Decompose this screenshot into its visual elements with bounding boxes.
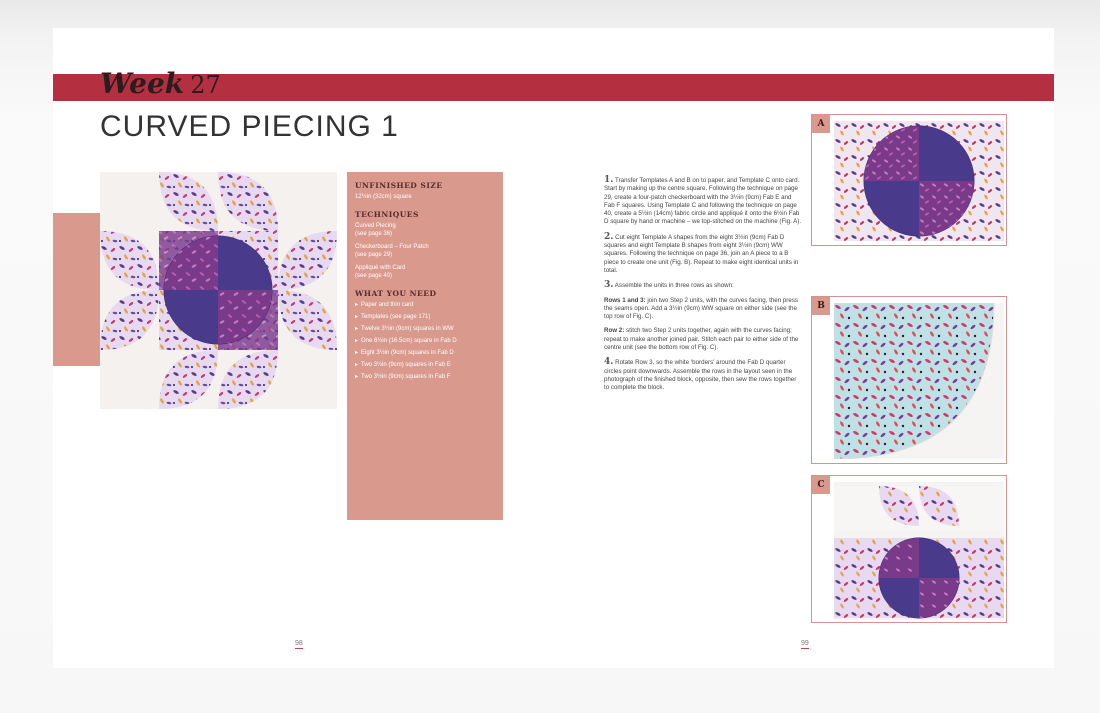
technique-ref: (see page 40): [355, 273, 393, 279]
technique-ref: (see page 29): [355, 252, 393, 258]
materials-sidebar: [347, 172, 503, 520]
step-3-row-2: [604, 327, 802, 352]
quilt-block-illustration: [100, 172, 337, 409]
page-number-right: 99: [801, 640, 809, 647]
step-text: Assemble the units in three rows as shown:: [614, 282, 734, 290]
step-text: Rotate Row 3, so the white ‘borders’ around the Fab D quarter circles point downwards. Assemble the rows in the layout seen in the photograph of the finished block, opposite, then sew the rows together to complete the block.: [604, 359, 797, 392]
row-text: join two Step 2 units, with the curves facing, then press the seams open. Add a 3½in (9cm) WW square on either side (see the top row of Fig. C).: [604, 296, 798, 321]
row-label: Rows 1 and 3:: [604, 296, 646, 304]
figure-a: [811, 114, 1007, 246]
supply-item: ▸ One 6½in (16.5cm) square in Fab D: [355, 337, 495, 345]
supply-item: ▸ Two 3½in (9cm) squares in Fab E: [355, 361, 495, 369]
figure-b-image: [834, 303, 1004, 459]
supply-item: ▸ Templates (see page 171): [355, 313, 495, 321]
unfinished-size-heading: UNFINISHED SIZE: [355, 181, 443, 190]
technique-item: [355, 243, 495, 259]
technique-name: Checkerboard – Four Patch: [355, 244, 429, 250]
step-number: 4.: [604, 357, 614, 368]
instructions-column: [604, 176, 802, 399]
decorative-tab: [53, 213, 100, 366]
figure-c-label: C: [812, 476, 830, 494]
technique-item: [355, 222, 495, 238]
supply-item: ▸ Paper and thin card: [355, 301, 495, 309]
unfinished-size-value: 12½in (32cm) square: [355, 194, 412, 200]
week-number: 27: [190, 71, 221, 99]
figure-a-label: A: [812, 115, 830, 133]
step-4: [604, 358, 802, 392]
technique-ref: (see page 36): [355, 231, 393, 237]
figure-b: [811, 296, 1007, 464]
step-number: 2.: [604, 231, 614, 242]
figure-a-image: [834, 121, 1004, 241]
supply-item: ▸ Eight 3½in (9cm) squares in Fab D: [355, 349, 495, 357]
step-3: [604, 281, 802, 290]
step-3-rows-1-3: [604, 297, 802, 322]
row-text: stitch two Step 2 units together, again with the curves facing; repeat to make another joined pair. Stitch each pair to either side of the centre unit (see the bottom row of Fig. C).: [604, 327, 799, 352]
finished-block-photo: [100, 172, 337, 409]
row-label: Row 2:: [604, 327, 625, 335]
technique-name: Appliqué with Card: [355, 265, 406, 271]
step-text: Transfer Templates A and B on to paper, and Template C onto card. Start by making up the centre square. Following the technique on page 29, create a four-patch checkerboard with the 3½in (9cm) Fab E and Fab F squares. Using Template C and following the technique on page 40, create a 5½in (14cm) fabric circle and appliqué it onto the 6½in Fab D square by hand or machine – we top-stitched on the machine (Fig. A).: [604, 177, 802, 226]
figure-c-image: [834, 482, 1004, 620]
week-label: [100, 66, 221, 102]
figure-c: [811, 475, 1007, 623]
technique-name: Curved Piecing: [355, 223, 396, 229]
technique-item: [355, 264, 495, 280]
step-number: 3.: [604, 280, 614, 291]
step-1: [604, 176, 802, 227]
supplies-list: [355, 301, 495, 381]
week-word: Week: [100, 67, 185, 100]
techniques-heading: TECHNIQUES: [355, 210, 419, 219]
page-number-left: 98: [295, 640, 303, 647]
step-2: [604, 233, 802, 275]
step-number: 1.: [604, 175, 614, 185]
supply-item: ▸ Two 3½in (9cm) squares in Fab F: [355, 373, 495, 381]
page-title: CURVED PIECING 1: [100, 110, 399, 143]
step-text: Cut eight Template A shapes from the eight 3½in (9cm) Fab D squares and eight Template B shapes from eight 3½in (9cm) WW squares. Following the technique on page 36, join an A piece to a B piece to create one unit (Fig. B). Repeat to make eight identical units in total.: [604, 233, 799, 274]
figure-b-label: B: [812, 297, 830, 315]
supply-item: ▸ Twelve 3½in (9cm) squares in WW: [355, 325, 495, 333]
what-you-need-heading: WHAT YOU NEED: [355, 289, 437, 298]
